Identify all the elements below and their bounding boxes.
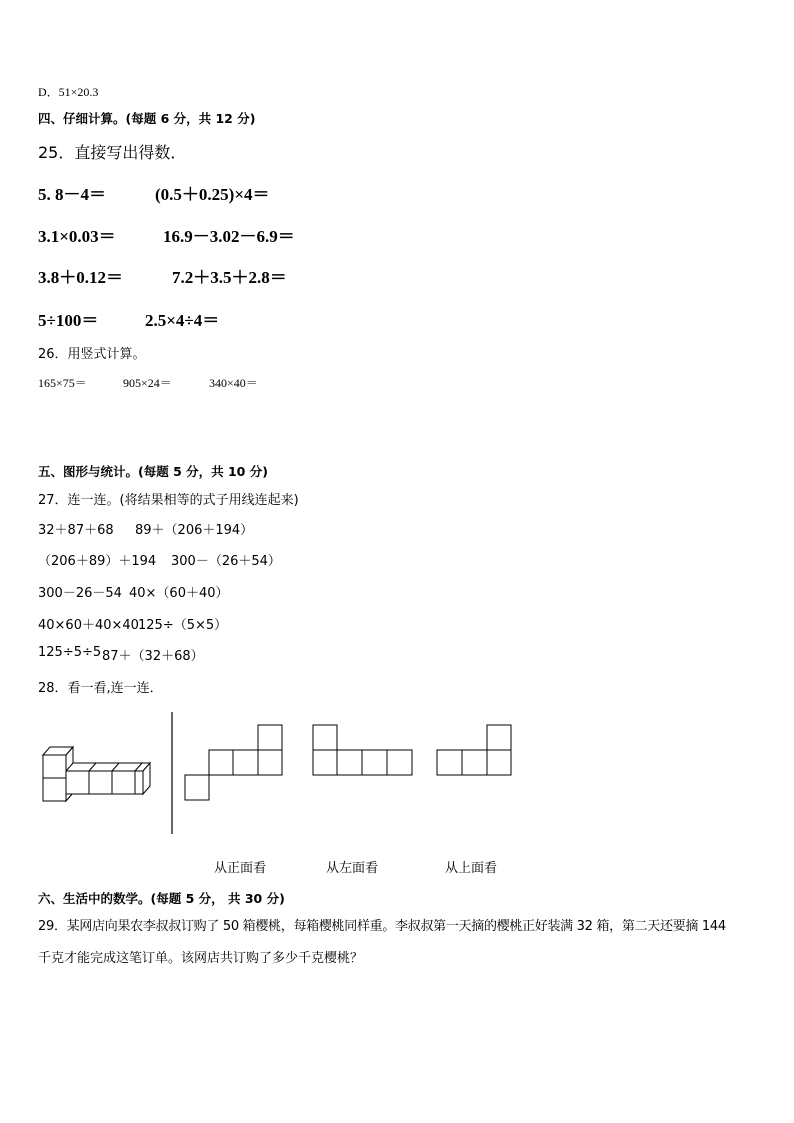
q29-text-line2: 千克才能完成这笔订单。该网店共订购了多少千克樱桃？ [38, 951, 364, 966]
q27-prompt: 27．连一连。(将结果相等的式子用线连起来) [38, 493, 299, 508]
prev-option-d: D．51×20.3 [38, 85, 99, 99]
q29-text-line1: 29．某网店向果农李叔叔订购了 50 箱樱桃，每箱樱桃同样重。李叔叔第一天摘的樱桃正好装满 32 箱，第二天还要摘 144 [38, 919, 726, 934]
q27-right-expr: 40×（60＋40） [129, 586, 229, 601]
section4-title: 四、仔细计算。(每题 6 分，共 12 分) [38, 111, 256, 126]
q27-right-expr: 87＋（32＋68） [102, 649, 204, 664]
q26-prompt: 26．用竖式计算。 [38, 347, 146, 362]
q25-expr: 5÷100＝ [38, 311, 99, 330]
q27-left-expr: 300－26－54 [38, 586, 122, 601]
q27-left-expr: （206＋89）＋194 [38, 554, 157, 569]
q26-item: 905×24＝ [123, 376, 172, 390]
q25-expr: 2.5×4÷4＝ [145, 311, 220, 330]
section6-title: 六、生活中的数学。(每题 5 分， 共 30 分) [38, 891, 285, 906]
q25-expr: (0.5＋0.25)×4＝ [155, 185, 270, 204]
q27-left-expr: 125÷5÷5 [38, 645, 102, 660]
q27-right-expr: 125÷（5×5） [138, 618, 228, 633]
view-shape-2 [311, 723, 415, 779]
q27-right-expr: 300－（26＋54） [171, 554, 281, 569]
q25-expr: 5. 8－4＝ [38, 185, 106, 204]
q27-right-expr: 89＋（206＋194） [135, 523, 254, 538]
view-label-top: 从上面看 [445, 861, 498, 876]
q26-item: 165×75＝ [38, 376, 87, 390]
view-shape-3 [435, 723, 515, 779]
view-shape-1 [183, 723, 285, 803]
q27-left-expr: 32＋87＋68 [38, 523, 114, 538]
view-label-front: 从正面看 [214, 861, 267, 876]
view-label-left: 从左面看 [326, 861, 379, 876]
q28-prompt: 28．看一看,连一连． [38, 681, 163, 696]
q27-left-expr: 40×60＋40×40 [38, 618, 139, 633]
cube-stack-figure [38, 742, 160, 804]
q26-item: 340×40＝ [209, 376, 258, 390]
section5-title: 五、图形与统计。(每题 5 分，共 10 分) [38, 464, 268, 479]
vertical-divider [170, 712, 174, 834]
q25-prompt: 25．直接写出得数． [38, 143, 187, 162]
q25-expr: 3.1×0.03＝ [38, 227, 116, 246]
q25-expr: 3.8＋0.12＝ [38, 268, 123, 287]
q25-expr: 16.9－3.02－6.9＝ [163, 227, 295, 246]
q25-expr: 7.2＋3.5＋2.8＝ [172, 268, 287, 287]
